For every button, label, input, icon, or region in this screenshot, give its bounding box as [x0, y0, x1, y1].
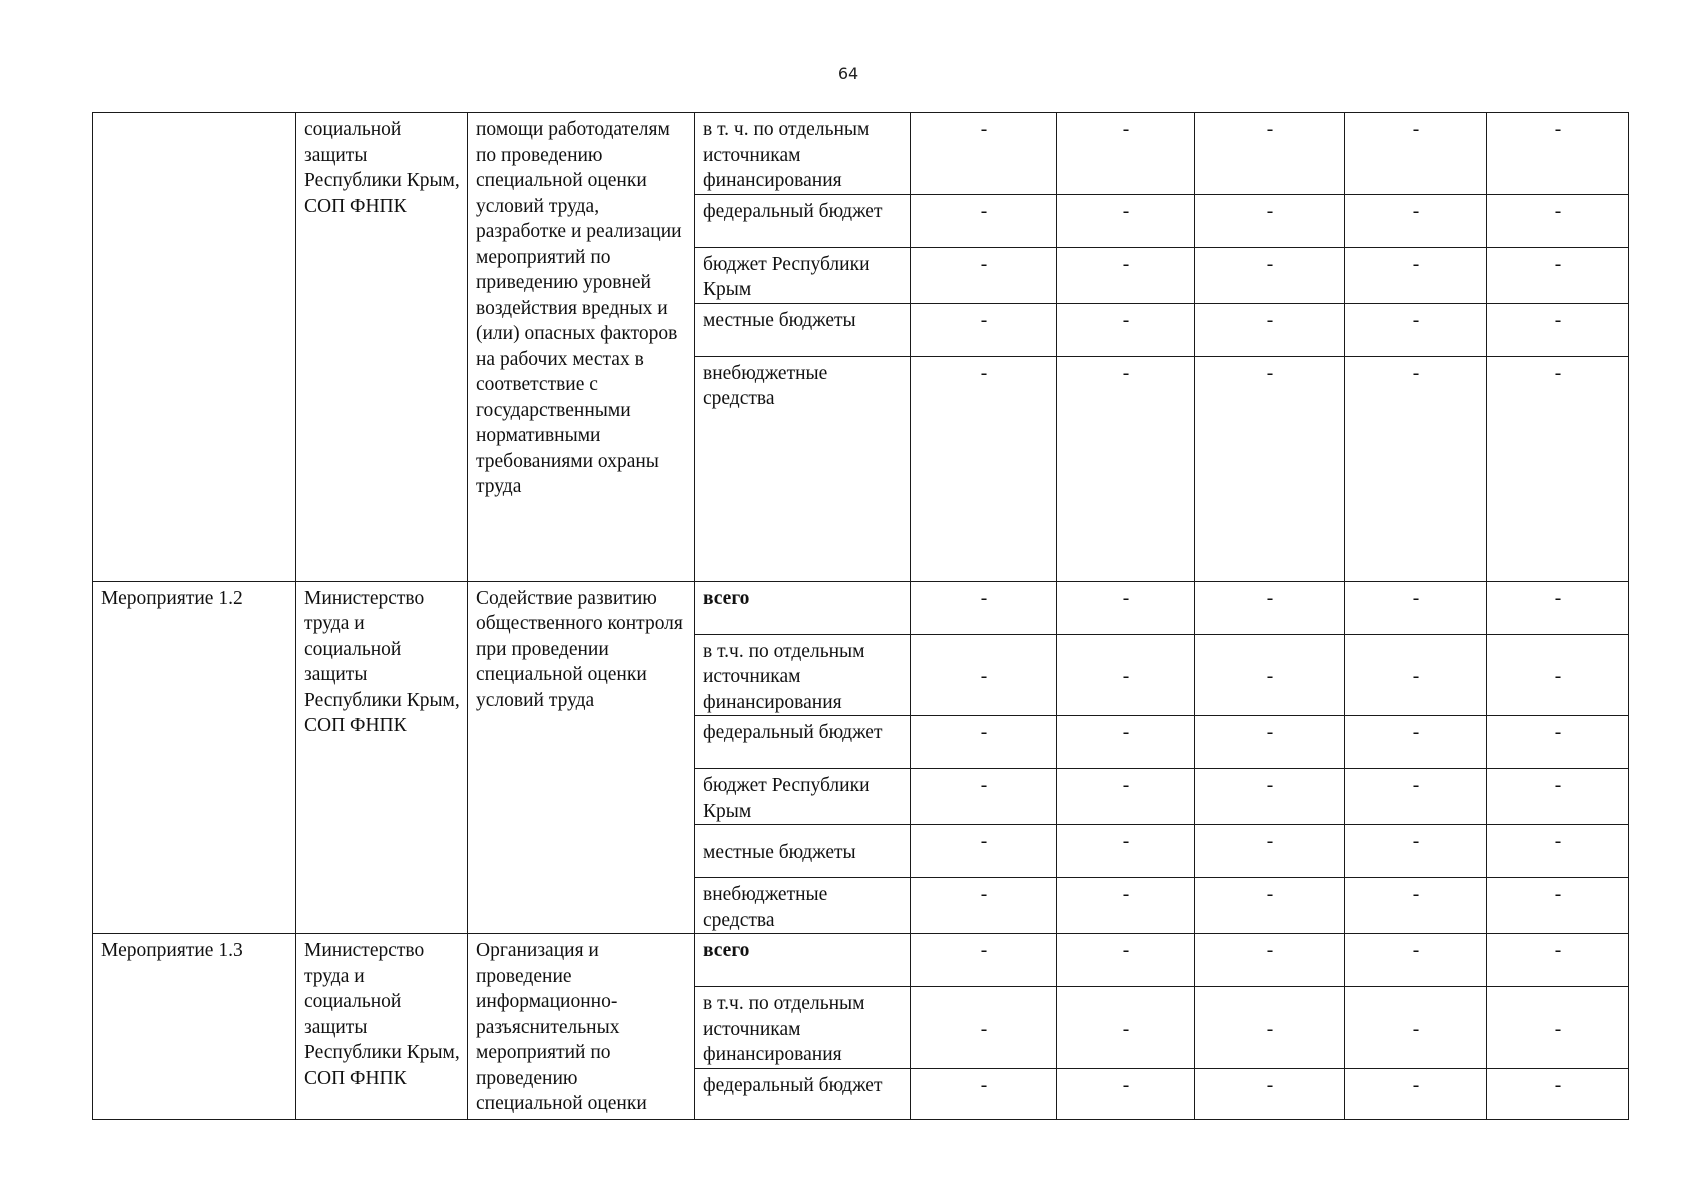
value-cell: - — [1345, 1068, 1487, 1119]
source-cell: внебюджетные средства — [695, 356, 911, 581]
value-cell: - — [1487, 113, 1629, 195]
value-cell: - — [1487, 934, 1629, 987]
source-cell: бюджет Республики Крым — [695, 769, 911, 825]
value-cell: - — [1345, 194, 1487, 247]
event-cell: Мероприятие 1.2 — [93, 581, 296, 934]
value-cell: - — [1487, 716, 1629, 769]
value-cell: - — [1057, 247, 1195, 303]
value-cell: - — [911, 1068, 1057, 1119]
value-cell: - — [1345, 581, 1487, 634]
executor-cell: социальной защиты Республики Крым, СОП ФНПК — [296, 113, 468, 582]
value-cell: - — [1487, 825, 1629, 878]
source-cell: федеральный бюджет — [695, 716, 911, 769]
value-cell: - — [911, 934, 1057, 987]
value-cell: - — [1057, 113, 1195, 195]
value-cell: - — [1195, 878, 1345, 934]
value-cell: - — [911, 303, 1057, 356]
value-cell: - — [911, 987, 1057, 1069]
value-cell: - — [911, 356, 1057, 581]
value-cell: - — [911, 247, 1057, 303]
value-cell: - — [1057, 769, 1195, 825]
source-cell: в т. ч. по отдельным источникам финансирования — [695, 113, 911, 195]
value-cell: - — [1195, 1068, 1345, 1119]
value-cell: - — [911, 825, 1057, 878]
value-cell: - — [1345, 356, 1487, 581]
value-cell: - — [1345, 716, 1487, 769]
value-cell: - — [911, 194, 1057, 247]
value-cell: - — [1057, 716, 1195, 769]
event-cell — [93, 113, 296, 582]
source-cell: в т.ч. по отдельным источникам финансирования — [695, 987, 911, 1069]
value-cell: - — [1195, 716, 1345, 769]
source-cell: федеральный бюджет — [695, 1068, 911, 1119]
value-cell: - — [1487, 769, 1629, 825]
table-row — [93, 113, 1629, 195]
source-cell: бюджет Республики Крым — [695, 247, 911, 303]
value-cell: - — [1195, 769, 1345, 825]
description-cell: Содействие развитию общественного контроля при проведении специальной оценки условий труда — [468, 581, 695, 934]
source-cell: всего — [695, 581, 911, 634]
page-number: 64 — [837, 64, 859, 83]
value-cell: - — [1057, 878, 1195, 934]
value-cell: - — [1195, 194, 1345, 247]
value-cell: - — [1057, 356, 1195, 581]
value-cell: - — [1195, 356, 1345, 581]
value-cell: - — [1345, 247, 1487, 303]
value-cell: - — [1195, 634, 1345, 716]
value-cell: - — [1487, 987, 1629, 1069]
source-cell: местные бюджеты — [695, 825, 911, 878]
description-cell: помощи работодателям по проведению специальной оценки условий труда, разработке и реализации мероприятий по приведению уровней воздействия вредных и (или) опасных факторов на рабочих местах в соответствие с государственными нормативными требованиями охраны труда — [468, 113, 695, 582]
source-cell: всего — [695, 934, 911, 987]
source-cell: в т.ч. по отдельным источникам финансирования — [695, 634, 911, 716]
value-cell: - — [1057, 303, 1195, 356]
value-cell: - — [1487, 878, 1629, 934]
value-cell: - — [1345, 303, 1487, 356]
value-cell: - — [1487, 1068, 1629, 1119]
value-cell: - — [1345, 987, 1487, 1069]
value-cell: - — [1345, 878, 1487, 934]
table-row — [93, 581, 1629, 634]
executor-cell: Министерство труда и социальной защиты Республики Крым, СОП ФНПК — [296, 581, 468, 934]
value-cell: - — [911, 716, 1057, 769]
value-cell: - — [911, 769, 1057, 825]
value-cell: - — [1487, 303, 1629, 356]
value-cell: - — [1057, 825, 1195, 878]
value-cell: - — [1345, 634, 1487, 716]
value-cell: - — [1487, 581, 1629, 634]
value-cell: - — [1195, 113, 1345, 195]
value-cell: - — [1487, 194, 1629, 247]
value-cell: - — [1195, 825, 1345, 878]
value-cell: - — [1345, 934, 1487, 987]
value-cell: - — [1487, 247, 1629, 303]
value-cell: - — [1195, 303, 1345, 356]
description-cell: Организация и проведение информационно-разъяснительных мероприятий по проведению специальной оценки — [468, 934, 695, 1120]
value-cell: - — [911, 113, 1057, 195]
value-cell: - — [1057, 987, 1195, 1069]
value-cell: - — [1195, 247, 1345, 303]
event-cell: Мероприятие 1.3 — [93, 934, 296, 1120]
value-cell: - — [911, 878, 1057, 934]
executor-cell: Министерство труда и социальной защиты Республики Крым, СОП ФНПК — [296, 934, 468, 1120]
value-cell: - — [1057, 934, 1195, 987]
financing-table — [92, 112, 1629, 1120]
value-cell: - — [911, 581, 1057, 634]
value-cell: - — [1345, 769, 1487, 825]
table-row — [93, 934, 1629, 987]
source-cell: местные бюджеты — [695, 303, 911, 356]
value-cell: - — [1345, 113, 1487, 195]
value-cell: - — [1057, 194, 1195, 247]
source-cell: федеральный бюджет — [695, 194, 911, 247]
source-cell: внебюджетные средства — [695, 878, 911, 934]
value-cell: - — [1195, 987, 1345, 1069]
value-cell: - — [1195, 934, 1345, 987]
value-cell: - — [911, 634, 1057, 716]
value-cell: - — [1487, 356, 1629, 581]
value-cell: - — [1057, 581, 1195, 634]
value-cell: - — [1195, 581, 1345, 634]
value-cell: - — [1487, 634, 1629, 716]
value-cell: - — [1057, 634, 1195, 716]
value-cell: - — [1345, 825, 1487, 878]
value-cell: - — [1057, 1068, 1195, 1119]
